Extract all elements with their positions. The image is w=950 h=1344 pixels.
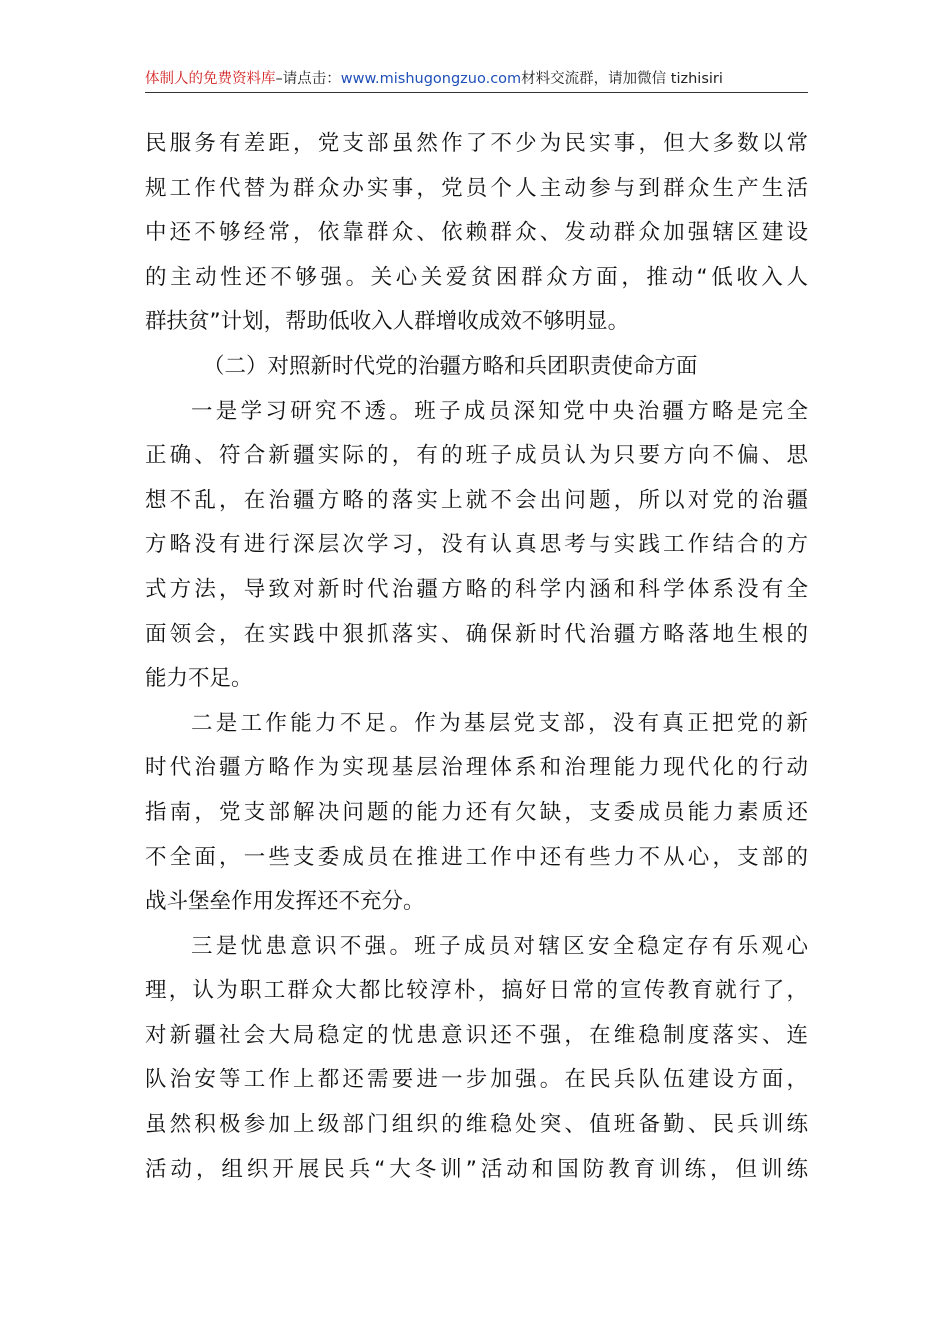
text-line: 指南，党支部解决问题的能力还有欠缺，支委成员能力素质还 [145,799,808,825]
text-line: 民服务有差距，党支部虽然作了不少为民实事，但大多数以常 [145,131,808,156]
text-line: 队治安等工作上都还需要进一步加强。在民兵队伍建设方面， [145,1067,808,1093]
text-line: 战斗堡垒作用发挥还不充分。 [145,889,425,915]
text-line: 中还不够经常，依靠群众、依赖群众、发动群众加强辖区建设 [145,220,808,246]
text-line: 一是学习研究不透。班子成员深知党中央治疆方略是完全 [191,398,808,424]
section-heading: （二）对照新时代党的治疆方略和兵团职责使命方面 [203,353,698,379]
text-line: 能力不足。 [145,666,253,692]
text-line: 二是工作能力不足。作为基层党支部，没有真正把党的新 [191,710,808,736]
text-line: 方略没有进行深层次学习，没有认真思考与实践工作结合的方 [145,532,808,558]
header-url-link[interactable]: www.mishugongzuo.com [340,71,522,87]
text-line: 规工作代替为群众办实事，党员个人主动参与到群众生产生活 [145,175,808,201]
header-tail: 材料交流群，请加微信 tizhisiri [521,71,723,87]
document-body [145,122,808,1192]
text-line: 活动，组织开展民兵“大冬训”活动和国防教育训练，但训练 [145,1156,808,1182]
page-header [145,66,808,93]
text-line: 正确、符合新疆实际的，有的班子成员认为只要方向不偏、思 [145,443,808,469]
header-brand: 体制人的免费资料库 [145,71,276,87]
text-line: 三是忧患意识不强。班子成员对辖区安全稳定存有乐观心 [191,933,808,959]
text-line: 时代治疆方略作为实现基层治理体系和治理能力现代化的行动 [145,755,808,781]
text-line: 不全面，一些支委成员在推进工作中还有些力不从心，支部的 [145,844,808,870]
text-line: 面领会，在实践中狠抓落实、确保新时代治疆方略落地生根的 [145,621,808,647]
text-line: 对新疆社会大局稳定的忧患意识还不强，在维稳制度落实、连 [145,1022,808,1048]
text-line: 的主动性还不够强。关心关爱贫困群众方面，推动“低收入人 [145,264,808,290]
text-line: 式方法，导致对新时代治疆方略的科学内涵和科学体系没有全 [145,576,808,602]
text-line: 想不乱，在治疆方略的落实上就不会出问题，所以对党的治疆 [145,487,808,513]
text-line: 群扶贫”计划，帮助低收入人群增收成效不够明显。 [145,309,630,335]
text-line: 理，认为职工群众大都比较淳朴，搞好日常的宣传教育就行了， [145,978,808,1004]
text-line: 虽然积极参加上级部门组织的维稳处突、值班备勤、民兵训练 [145,1112,808,1138]
header-separator: –请点击： [275,71,341,87]
